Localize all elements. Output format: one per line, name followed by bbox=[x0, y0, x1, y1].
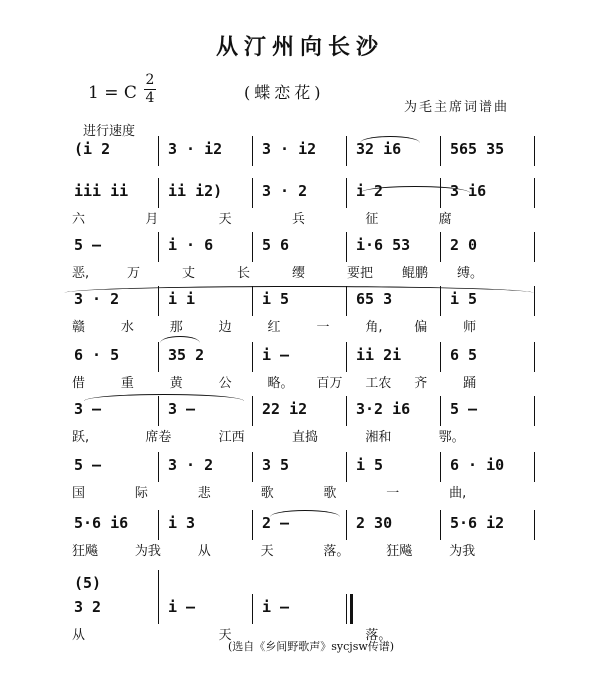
barline bbox=[440, 178, 441, 208]
lyric-word: 际 bbox=[134, 486, 148, 501]
barline bbox=[346, 178, 347, 208]
lyric-word: 恶, bbox=[72, 266, 90, 281]
lyric-word: 狂飚 bbox=[386, 544, 413, 559]
lyric-word: 齐 bbox=[414, 376, 428, 391]
slur bbox=[270, 510, 340, 517]
measure-notes: 3 · 2 bbox=[74, 290, 120, 308]
time-signature bbox=[144, 72, 156, 107]
lyric-line bbox=[64, 262, 534, 280]
measure-notes: 5·6 i6 bbox=[74, 514, 129, 532]
measure-notes: i 2 bbox=[356, 182, 384, 200]
lyric-word: 略。 bbox=[267, 376, 294, 391]
lyric-word: 从 bbox=[197, 544, 211, 559]
lyric-word: 丈 bbox=[182, 266, 196, 281]
lyric-word: 跃, bbox=[72, 430, 90, 445]
measure-notes: (i 2 bbox=[74, 140, 111, 158]
measure-notes: 3 · 2 bbox=[168, 456, 214, 474]
lyric-word: 为我 bbox=[449, 544, 476, 559]
lyric-word: 偏 bbox=[414, 320, 428, 335]
lyric-word: 兵 bbox=[292, 212, 306, 227]
lyric-word: 黄 bbox=[169, 376, 183, 391]
barline bbox=[440, 232, 441, 262]
lyric-line bbox=[64, 316, 534, 334]
lyric-word: 那 bbox=[169, 320, 183, 335]
barline bbox=[252, 594, 253, 624]
slur bbox=[360, 136, 420, 143]
barline bbox=[252, 232, 253, 262]
slur bbox=[160, 336, 200, 343]
lyric-line bbox=[64, 208, 534, 226]
lyric-word: 红 bbox=[267, 320, 281, 335]
measure-notes: 2 0 bbox=[450, 236, 478, 254]
lyric-word: 天 bbox=[260, 544, 274, 559]
score-row bbox=[64, 346, 534, 370]
lyric-word: 六 bbox=[72, 212, 86, 227]
barline bbox=[346, 232, 347, 262]
tune-name: (蝶恋花) bbox=[244, 83, 325, 102]
measure-notes: 5·6 i2 bbox=[450, 514, 505, 532]
barline bbox=[346, 342, 347, 372]
lyric-word: 一 bbox=[316, 320, 330, 335]
lyric-word: 歌 bbox=[260, 486, 274, 501]
barline bbox=[346, 136, 347, 166]
measure-notes: i 5 bbox=[356, 456, 384, 474]
barline bbox=[158, 452, 159, 482]
barline bbox=[534, 178, 535, 208]
measure-notes: 3 i6 bbox=[450, 182, 487, 200]
measure-notes: 6 5 bbox=[450, 346, 478, 364]
measure-notes: 22 i2 bbox=[262, 400, 308, 418]
measure-notes: 32 i6 bbox=[356, 140, 402, 158]
key-signature: 1 = C bbox=[88, 83, 137, 103]
barline bbox=[158, 232, 159, 262]
slur bbox=[360, 186, 470, 193]
lyric-word: 曲, bbox=[449, 486, 467, 501]
measure-notes: (5) bbox=[74, 574, 102, 592]
measure-notes: 2 30 bbox=[356, 514, 393, 532]
lyric-word: 席卷 bbox=[145, 430, 172, 445]
measure-notes: 5 6 bbox=[262, 236, 290, 254]
lyric-word: 腐 bbox=[438, 212, 452, 227]
lyric-word: 师 bbox=[463, 320, 477, 335]
measure-notes: 5 — bbox=[450, 400, 478, 418]
measure-notes: 6 · i0 bbox=[450, 456, 505, 474]
barline bbox=[252, 178, 253, 208]
lyric-word: 歌 bbox=[323, 486, 337, 501]
source-note: (选自《乡间野歌声》sycjsw传谱) bbox=[228, 640, 395, 653]
lyric-word: 水 bbox=[120, 320, 134, 335]
score-row bbox=[64, 290, 534, 314]
score-row bbox=[64, 574, 534, 598]
lyric-word: 公 bbox=[218, 376, 232, 391]
lyric-word: 为我 bbox=[134, 544, 161, 559]
composer-credit: 为毛主席词谱曲 bbox=[404, 100, 510, 115]
barline bbox=[158, 342, 159, 372]
lyric-word: 天 bbox=[218, 628, 232, 643]
lyric-word: 天 bbox=[218, 212, 232, 227]
lyric-word: 落。 bbox=[365, 628, 392, 643]
barline bbox=[440, 396, 441, 426]
measure-notes: 565 35 bbox=[450, 140, 505, 158]
measure-notes: iii ii bbox=[74, 182, 129, 200]
score-row bbox=[64, 140, 534, 164]
time-signature-bottom: 4 bbox=[145, 90, 155, 106]
barline bbox=[440, 510, 441, 540]
measure-notes: 5 — bbox=[74, 456, 102, 474]
lyric-word: 百万 bbox=[316, 376, 343, 391]
measure-notes: 65 3 bbox=[356, 290, 393, 308]
measure-notes: 5 — bbox=[74, 236, 102, 254]
measure-notes: i i bbox=[168, 290, 196, 308]
measure-notes: i 5 bbox=[450, 290, 478, 308]
barline bbox=[534, 136, 535, 166]
barline bbox=[346, 510, 347, 540]
lyric-word: 从 bbox=[72, 628, 86, 643]
lyric-word: 征 bbox=[365, 212, 379, 227]
measure-notes: i · 6 bbox=[168, 236, 214, 254]
measure-notes: ii i2) bbox=[168, 182, 223, 200]
barline bbox=[440, 342, 441, 372]
lyric-line bbox=[64, 426, 534, 444]
measure-notes: i 5 bbox=[262, 290, 290, 308]
measure-notes: 6 · 5 bbox=[74, 346, 120, 364]
barline bbox=[534, 342, 535, 372]
lyric-word: 工农 bbox=[365, 376, 392, 391]
barline bbox=[158, 510, 159, 540]
barline bbox=[252, 342, 253, 372]
tempo-marking: 进行速度 bbox=[83, 124, 136, 139]
barline bbox=[252, 452, 253, 482]
barline bbox=[440, 452, 441, 482]
barline bbox=[346, 594, 347, 624]
barline bbox=[534, 452, 535, 482]
lyric-word: 鄂。 bbox=[438, 430, 465, 445]
barline bbox=[346, 396, 347, 426]
measure-notes: i — bbox=[262, 346, 290, 364]
measure-notes: 3 5 bbox=[262, 456, 290, 474]
measure-notes: i·6 53 bbox=[356, 236, 411, 254]
slur bbox=[84, 394, 244, 401]
lyric-word: 一 bbox=[386, 486, 400, 501]
lyric-word: 重 bbox=[120, 376, 134, 391]
slur bbox=[64, 286, 534, 293]
measure-notes: 3 — bbox=[168, 400, 196, 418]
barline bbox=[158, 594, 159, 624]
measure-notes: ii 2i bbox=[356, 346, 402, 364]
lyric-line bbox=[64, 482, 534, 500]
lyric-word: 缚。 bbox=[457, 266, 484, 281]
lyric-word: 悲 bbox=[197, 486, 211, 501]
lyric-word: 湘和 bbox=[365, 430, 392, 445]
measure-notes: 3 2 bbox=[74, 598, 102, 616]
measure-notes: 3 · i2 bbox=[262, 140, 317, 158]
barline bbox=[158, 178, 159, 208]
lyric-word: 要把 bbox=[347, 266, 374, 281]
measure-notes: i — bbox=[262, 598, 290, 616]
lyric-word: 万 bbox=[127, 266, 141, 281]
lyric-word: 长 bbox=[237, 266, 251, 281]
score-row bbox=[64, 236, 534, 260]
measure-notes: 35 2 bbox=[168, 346, 205, 364]
lyric-word: 角, bbox=[365, 320, 383, 335]
lyric-line bbox=[64, 372, 534, 390]
score-row bbox=[64, 456, 534, 480]
score-row bbox=[64, 598, 534, 622]
measure-notes: 3 — bbox=[74, 400, 102, 418]
barline bbox=[534, 396, 535, 426]
song-title: 从汀州向长沙 bbox=[215, 35, 384, 60]
barline bbox=[252, 396, 253, 426]
lyric-line bbox=[64, 540, 534, 558]
lyric-word: 赣 bbox=[72, 320, 86, 335]
lyric-word: 直捣 bbox=[292, 430, 319, 445]
barline bbox=[534, 232, 535, 262]
score-row bbox=[64, 400, 534, 424]
score-row bbox=[64, 514, 534, 538]
lyric-word: 借 bbox=[72, 376, 86, 391]
lyric-word: 落。 bbox=[323, 544, 350, 559]
measure-notes: i — bbox=[168, 598, 196, 616]
barline bbox=[534, 286, 535, 316]
barline bbox=[440, 136, 441, 166]
measure-notes: 3 · 2 bbox=[262, 182, 308, 200]
measure-notes: 3·2 i6 bbox=[356, 400, 411, 418]
lyric-word: 国 bbox=[72, 486, 86, 501]
time-signature-top: 2 bbox=[145, 72, 155, 88]
barline bbox=[252, 136, 253, 166]
measure-notes: 2 — bbox=[262, 514, 290, 532]
measure-notes: i 3 bbox=[168, 514, 196, 532]
lyric-word: 踊 bbox=[463, 376, 477, 391]
barline bbox=[346, 452, 347, 482]
lyric-word: 江西 bbox=[218, 430, 245, 445]
barline bbox=[534, 510, 535, 540]
score-row bbox=[64, 182, 534, 206]
measure-notes: 3 · i2 bbox=[168, 140, 223, 158]
lyric-word: 月 bbox=[145, 212, 159, 227]
lyric-word: 狂飚 bbox=[72, 544, 99, 559]
barline bbox=[158, 136, 159, 166]
lyric-word: 鲲鹏 bbox=[402, 266, 429, 281]
barline bbox=[252, 510, 253, 540]
final-barline bbox=[350, 594, 353, 624]
lyric-word: 边 bbox=[218, 320, 232, 335]
lyric-word: 缨 bbox=[292, 266, 306, 281]
